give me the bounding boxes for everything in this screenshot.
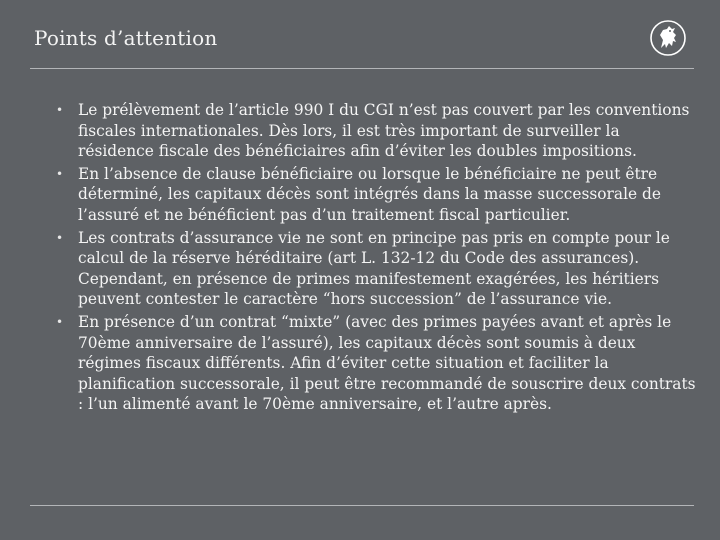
bullet-item <box>56 228 696 310</box>
bullet-list <box>56 100 696 417</box>
title-divider <box>30 68 694 69</box>
bullet-text: Le prélèvement de l’article 990 I du CGI n’est pas couvert par les conventions fiscales internationales. Dès lors, il est très important de surveiller la résidence fiscale des bénéficiaires afin d’éviter les doubles impositions. <box>78 101 690 161</box>
footer-divider <box>30 505 694 506</box>
bullet-marker: • <box>56 103 64 117</box>
slide-title: Points d’attention <box>34 26 218 50</box>
bullet-text: En l’absence de clause bénéficiaire ou lorsque le bénéficiaire ne peut être déterminé, les capitaux décès sont intégrés dans la masse successorale de l’assuré et ne bénéficient pas d’un traitement fiscal particulier. <box>78 164 661 224</box>
bullet-item <box>56 100 696 162</box>
bullet-text: En présence d’un contrat “mixte” (avec des primes payées avant et après le 70ème anniversaire de l’assuré), les capitaux décès sont soumis à deux régimes fiscaux différents. Afin d’éviter cette situation et faciliter la planification successorale, il peut être recommandé de souscrire deux contrats : l’un alimenté avant le 70ème anniversaire, et l’autre après. <box>78 312 696 414</box>
bullet-text: Les contrats d’assurance vie ne sont en principe pas pris en compte pour le calcul de la réserve héréditaire (art L. 132-12 du Code des assurances). Cependant, en présence de primes manifestement exagérées, les héritiers peuvent contester le caractère “hors succession” de l’assurance vie. <box>78 228 670 309</box>
bullet-marker: • <box>56 230 64 245</box>
bullet-marker: • <box>56 166 64 181</box>
lion-emblem-icon <box>648 18 688 58</box>
bullet-item <box>56 164 696 226</box>
bullet-item <box>56 312 696 415</box>
bullet-marker: • <box>56 314 64 329</box>
